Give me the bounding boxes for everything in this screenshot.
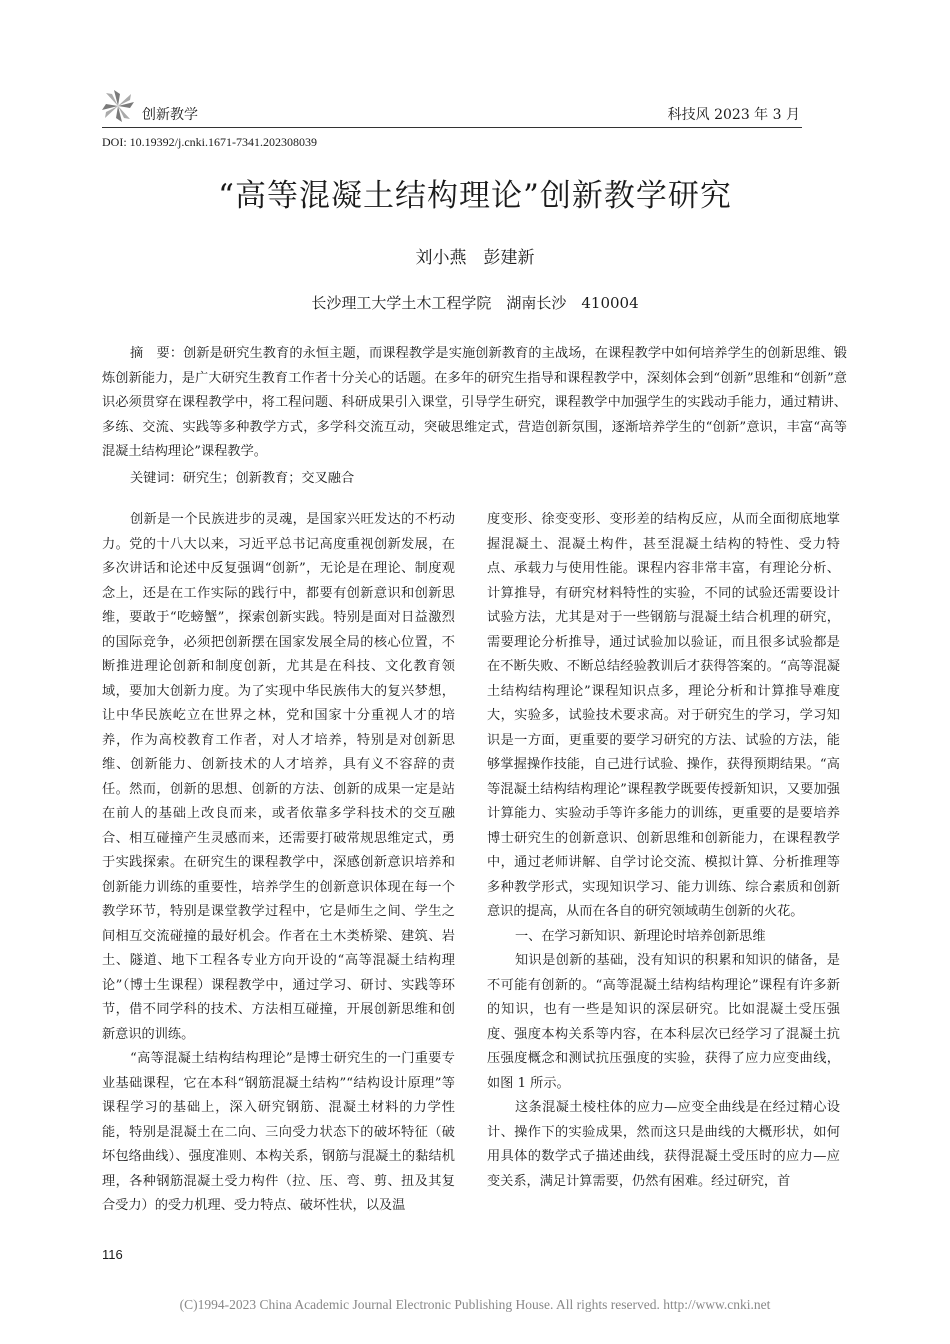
authors: 刘小燕 彭建新 bbox=[415, 248, 535, 268]
copyright-footer: (C)1994-2023 China Academic Journal Electronic Publishing House. All rights reserved. http://www.cnki.net bbox=[179, 1297, 771, 1312]
pinwheel-logo bbox=[100, 88, 136, 124]
abstract: 摘 要：创新是研究生教育的永恒主题，而课程教学是实施创新教育的主战场，在课程教学中如何培养学生的创新思维、锻炼创新能力，是广大研究生教育工作者十分关心的话题。在多年的研究生指导和课程教学中，深刻体会到“创新”思维和“创新”意识必须贯穿在课程教学中，将工程问题、科研成果引入课堂，引导学生研究，课程教学中加强学生的实践动手能力，通过精讲、多练、交流、实践等多种教学方式，多学科交流互动，突破思维定式，营造创新氛围，逐渐培养学生的“创新”意识，丰富“高等混凝土结构理论”课程教学。 bbox=[102, 346, 847, 459]
paragraph: “高等混凝土结构结构理论”是博士研究生的一门重要专业基础课程，它在本科“钢筋混凝土结构”“结构设计原理”等课程学习的基础上，深入研究钢筋、混凝土材料的力学性能，特别是混凝土在二向、三向受力状态下的破坏特征（破坏包络曲线）、强度准则、本构关系，钢筋与混凝土的黏结机理，各种钢筋混凝土受力构件（拉、压、弯、剪、扭及其复合受力）的受力机理、受力特点、破坏性状，以及温 bbox=[102, 1051, 455, 1213]
body-column-left bbox=[102, 508, 455, 1219]
doi: DOI: 10.19392/j.cnki.1671-7341.202308039 bbox=[102, 135, 317, 149]
affiliation: 长沙理工大学土木工程学院 湖南长沙 410004 bbox=[311, 294, 639, 312]
page-number: 116 bbox=[102, 1247, 123, 1262]
section-label: 创新教学 bbox=[142, 107, 198, 123]
paragraph: 度变形、徐变变形、变形差的结构反应，从而全面彻底地掌握混凝土、混凝土构件，甚至混凝土结构的特性、受力特点、承载力与使用性能。课程内容非常丰富，有理论分析、计算推导，有研究材料特性的实验，不同的试验还需要设计试验方法，尤其是对于一些钢筋与混凝土结合机理的研究，需要理论分析推导，通过试验加以验证，而且很多试验都是在不断失败、不断总结经验教训后才获得答案的。“高等混凝土结构结构理论”课程知识点多，理论分析和计算推导难度大，实验多，试验技术要求高。对于研究生的学习，学习知识是一方面，更重要的要学习研究的方法、试验的方法，能够掌握操作技能，自己进行试验、操作，获得预期结果。“高等混凝土结构结构理论”课程教学既要传授新知识，又要加强计算能力、实验动手等许多能力的训练，更重要的是要培养博士研究生的创新意识、创新思维和创新能力，在课程教学中，通过老师讲解、自学讨论交流、模拟计算、分析推理等多种教学形式，实现知识学习、能力训练、综合素质和创新意识的提高，从而在各自的研究领域萌生创新的火花。 bbox=[487, 512, 840, 919]
journal-issue: 科技风 2023 年 3 月 bbox=[667, 107, 800, 123]
header-rule bbox=[102, 127, 802, 128]
paragraph: 这条混凝土棱柱体的应力—应变全曲线是在经过精心设计、操作下的实验成果，然而这只是曲线的大概形状，如何用具体的数学式子描述曲线，获得混凝土受压时的应力—应变关系，满足计算需要，仍然有困难。经过研究，首 bbox=[487, 1100, 840, 1189]
body-column-right bbox=[487, 508, 840, 1194]
paragraph: 知识是创新的基础，没有知识的积累和知识的储备，是不可能有创新的。“高等混凝土结构结构理论”课程有许多新的知识，也有一些是知识的深层研究。比如混凝土受压强度、强度本构关系等内容，在本科层次已经学习了混凝土抗压强度概念和测试抗压强度的实验，获得了应力应变曲线，如图 1 所示。 bbox=[487, 953, 840, 1091]
keywords: 关键词：研究生；创新教育；交叉融合 bbox=[130, 471, 355, 486]
article-title: “高等混凝土结构理论”创新教学研究 bbox=[218, 178, 732, 214]
paragraph: 创新是一个民族进步的灵魂，是国家兴旺发达的不朽动力。党的十八大以来，习近平总书记高度重视创新发展，在多次讲话和论述中反复强调“创新”，无论是在理论、制度观念上，还是在工作实际的践行中，都要有创新意识和创新思维，要敢于“吃螃蟹”，探索创新实践。特别是面对日益激烈的国际竞争，必须把创新摆在国家发展全局的核心位置，不断推进理论创新和制度创新，尤其是在科技、文化教育领域，要加大创新力度。为了实现中华民族伟大的复兴梦想，让中华民族屹立在世界之林，党和国家十分重视人才的培养，作为高校教育工作者，对人才培养，特别是对创新思维、创新能力、创新技术的人才培养，具有义不容辞的责任。然而，创新的思想、创新的方法、创新的成果一定是站在前人的基础上改良而来，或者依靠多学科技术的交互融合、相互碰撞产生灵感而来，还需要打破常规思维定式，勇于实践探索。在研究生的课程教学中，深感创新意识培养和创新能力训练的重要性，培养学生的创新意识体现在每一个教学环节，特别是课堂教学过程中，它是师生之间、学生之间相互交流碰撞的最好机会。作者在土木类桥梁、建筑、岩土、隧道、地下工程各专业方向开设的“高等混凝土结构理论”（博士生课程）课程教学中，通过学习、研讨、实践等环节，借不同学科的技术、方法相互碰撞，开展创新思维和创新意识的训练。 bbox=[102, 512, 455, 1042]
section-heading: 一、在学习新知识、新理论时培养创新思维 bbox=[515, 928, 766, 944]
